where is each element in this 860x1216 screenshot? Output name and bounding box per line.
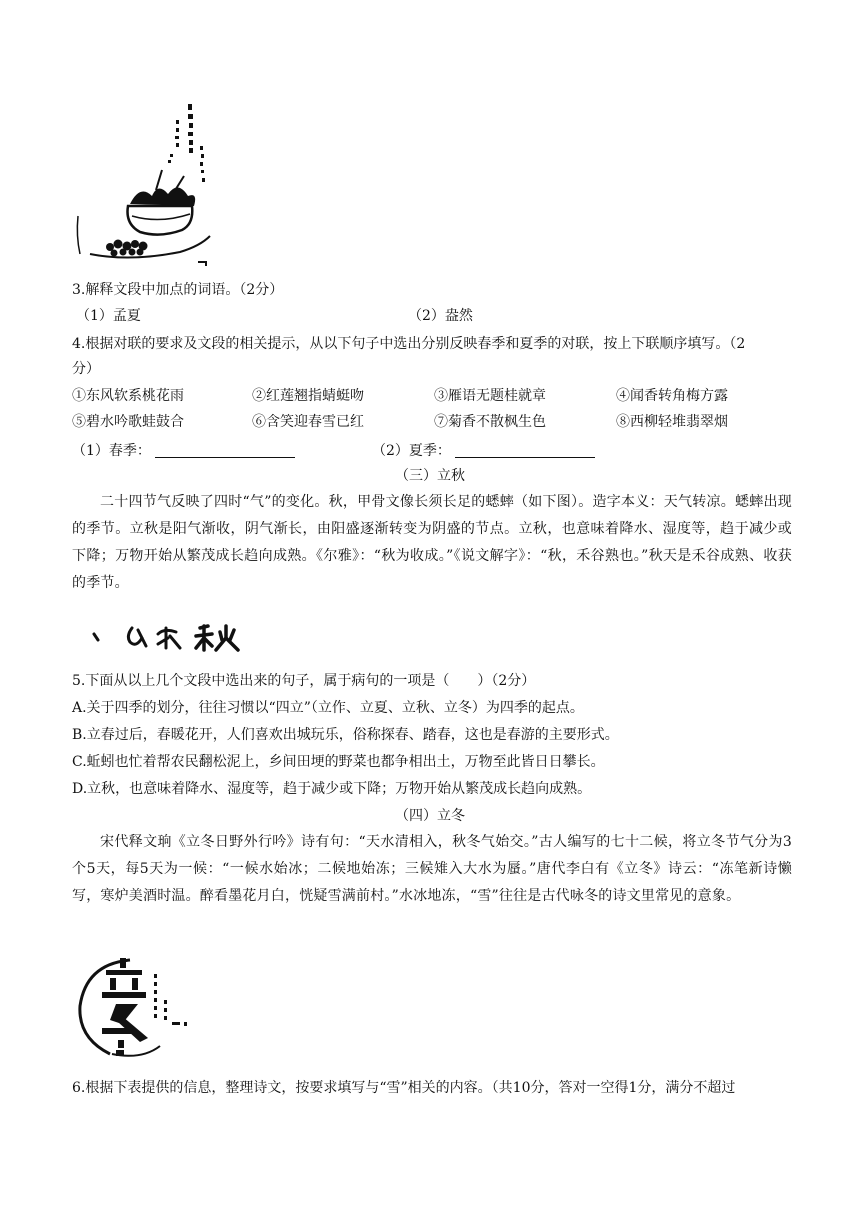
question-4-title: 4.根据对联的要求及文段的相关提示，从以下句子中选出分别反映春季和夏季的对联，按上下联顺序填写。（2 xyxy=(72,336,746,352)
couplet-option: ③雁语无题桂就章 xyxy=(434,388,546,404)
couplet-option: ④闻香转角梅方露 xyxy=(616,388,728,404)
section-4-paragraph: 宋代释文珦《立冬日野外行吟》诗有句：“天水清相入，秋冬气始交。”古人编写的七十二候，将立冬节气分为3个5天，每5天为一候：“一候水始冰；二候地始冻；三候雉入大水为蜃。”唐代李白有《立冬》诗云：“冻笔新诗懒写，寒炉美酒时温。醉看墨花月白，恍疑雪满前村。”水冰地冻，“雪”往往是古代咏冬的诗文里常见的意象。 xyxy=(72,834,792,904)
question-3-item-1: （1）孟夏 xyxy=(76,308,141,324)
spring-answer-blank[interactable] xyxy=(155,443,295,458)
spring-label: （1）春季： xyxy=(72,443,151,459)
section-4-heading: （四）立冬 xyxy=(395,808,465,824)
question-3-title: 3.解释文段中加点的词语。（2分） xyxy=(72,282,284,298)
couplet-option: ⑧西柳轻堆翡翠烟 xyxy=(616,414,728,430)
question-6-title: 6.根据下表提供的信息，整理诗文，按要求填写与“雪”相关的内容。（共10分，答对一空得1分，满分不超过 xyxy=(72,1080,736,1096)
couplet-option: ⑤碧水吟歌蛙鼓合 xyxy=(72,414,184,430)
summer-answer-blank[interactable] xyxy=(455,443,595,458)
question-5-option-b: B.立春过后，春暖花开，人们喜欢出城玩乐，俗称探春、踏春，这也是春游的主要形式。 xyxy=(72,727,619,743)
question-3-item-2: （2）盎然 xyxy=(408,308,473,324)
question-5-option-a: A.关于四季的划分，往往习惯以“四立”（立作、立夏、立秋、立冬）为四季的起点。 xyxy=(72,700,584,716)
question-4-title-cont: 分） xyxy=(72,361,100,377)
question-5-option-d: D.立秋，也意味着降水、湿度等，趋于减少或下降；万物开始从繁茂成长趋向成熟。 xyxy=(72,781,592,797)
spring-answer-row xyxy=(72,441,295,461)
qiu-character-evolution-image xyxy=(88,620,248,654)
lidong-calligraphy-illustration xyxy=(72,954,192,1060)
summer-basket-illustration xyxy=(70,96,220,276)
summer-answer-row xyxy=(372,441,595,461)
section-3-paragraph: 二十四节气反映了四时“气”的变化。秋，甲骨文像长须长足的蟋蟀（如下图）。造字本义：天气转凉。蟋蟀出现的季节。立秋是阳气渐收，阴气渐长，由阳盛逐渐转变为阴盛的节点。立秋，也意味着降水、湿度等，趋于减少或下降；万物开始从繁茂成长趋向成熟。《尔雅》：“秋为收成。”《说文解字》：“秋，禾谷熟也。”秋天是禾谷成熟、收获的季节。 xyxy=(72,494,792,591)
section-3-heading: （三）立秋 xyxy=(395,468,465,484)
couplet-option: ⑦菊香不散枫生色 xyxy=(434,414,546,430)
couplet-option: ⑥含笑迎春雪已红 xyxy=(252,414,364,430)
couplet-option: ②红莲翘指蜻蜓吻 xyxy=(252,388,364,404)
question-5-title: 5.下面从以上几个文段中选出来的句子，属于病句的一项是（ ）（2分） xyxy=(72,673,536,689)
couplet-option: ①东风软系桃花雨 xyxy=(72,388,184,404)
summer-label: （2）夏季： xyxy=(372,443,451,459)
question-5-option-c: C.蚯蚓也忙着帮农民翻松泥上，乡间田埂的野菜也都争相出土，万物至此皆日日攀长。 xyxy=(72,754,605,770)
